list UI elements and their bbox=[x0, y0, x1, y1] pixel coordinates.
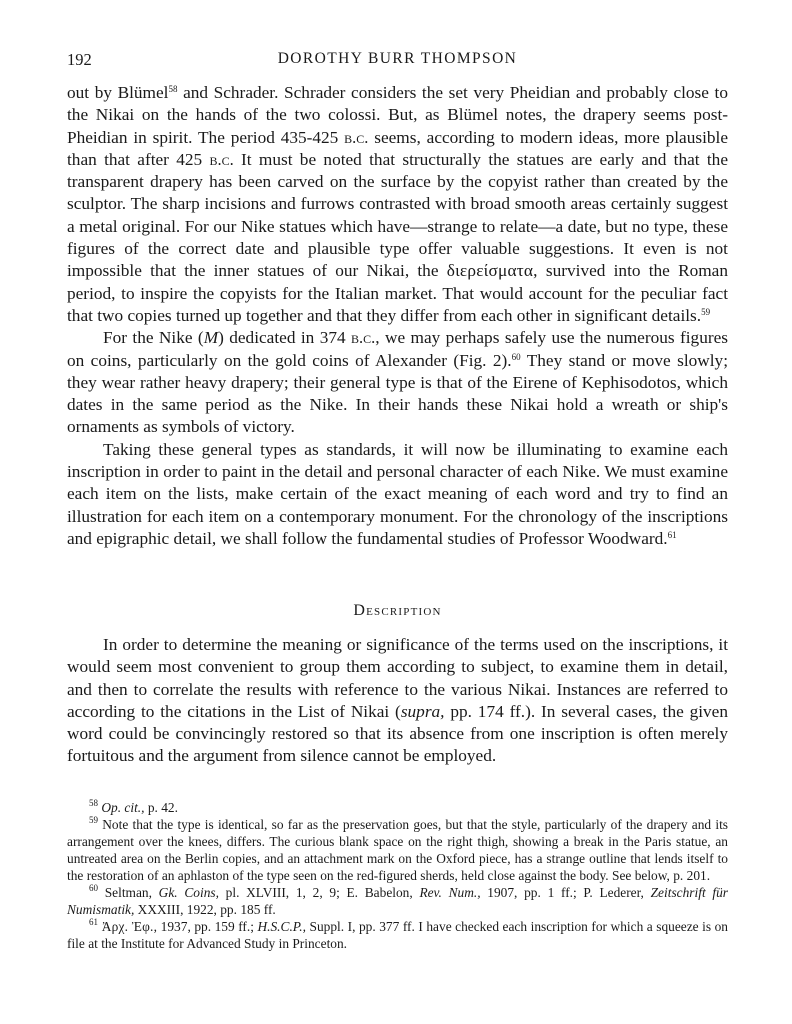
paragraph-1 bbox=[67, 82, 728, 327]
text-span: 1907, pp. 1 ff.; P. Lederer, bbox=[480, 885, 651, 900]
citation-title: Ἀρχ. Ἐφ., bbox=[98, 919, 158, 934]
text-span: , we may perhaps safely use the numerous figures on coins, particularly on the gold coins of Alexander (Fig. 2). bbox=[67, 328, 728, 370]
text-span: pp. 174 ff.). In several cases, the given word could be convincingly restored so that its absence from one inscription is often merely fortuitous and the argument from silence cannot be employed. bbox=[67, 701, 728, 766]
supra-ref: supra, bbox=[400, 701, 445, 721]
text-span: In order to determine the meaning or significance of the terms used on the inscriptions, it would seem most convenient to group them according to subject, to examine them in detail, and then to correlate the results with reference to the various Nikai. Instances are referred to according to the citations in the List of Nikai ( bbox=[67, 635, 728, 721]
era-abbrev: b.c. bbox=[344, 127, 369, 147]
text-span: pl. XLVIII, 1, 2, 9; E. Babelon, bbox=[218, 885, 420, 900]
citation-title: Zeitschrift für Numismatik, bbox=[67, 885, 729, 917]
text-span: 1937, pp. 159 ff.; bbox=[157, 919, 258, 934]
section-title: Description bbox=[353, 602, 442, 619]
citation-title: Rev. Num., bbox=[419, 885, 481, 900]
text-span: Note that the type is identical, so far as the preservation goes, but that the style, particularly of the drapery and its arrangement over the knees, differs. The curious blank space on the right thigh, showing a break in the Paris statue, an untreated area on the Berlin copies, and an attachment mark on the Oxford piece, has a strange outline that lends itself to the restoration of an aphlaston of the type seen on the red-figured sherds, held close against the body. See below, p. 201. bbox=[67, 817, 728, 883]
text-span: It must be noted that structurally the statues are early and that the transparent drapery has been carved on the surface by the copyist rather than created by the sculptor. The sharp incisions and furrows contrasted with broad smooth areas certainly suggest a metal original. For our Nike statues which have—strange to relate—a date, but no type, these figures of the correct date and plausible type offer valuable suggestions. It even is not impossible that the inner statues of our Nikai, the bbox=[67, 149, 728, 281]
footnote-ref-60[interactable]: 60 bbox=[511, 351, 521, 362]
paragraph-4 bbox=[67, 634, 728, 768]
description-text bbox=[67, 634, 728, 768]
footnote-ref-61[interactable]: 61 bbox=[667, 529, 677, 540]
paragraph-2 bbox=[67, 327, 728, 438]
footnote-ref-59[interactable]: 59 bbox=[701, 306, 711, 317]
text-span: Suppl. I, pp. 377 ff. I have checked each inscription for which a squeeze is on file at the Institute for Advanced Study in Princeton. bbox=[67, 919, 729, 951]
footnote-number: 58 bbox=[89, 798, 98, 808]
text-span: out by Blümel bbox=[67, 83, 169, 102]
greek-term: διερείσματα, bbox=[446, 261, 538, 281]
text-span: survived into the Roman period, to inspire the copyists for the Italian market. That would account for the peculiar fact that two copies turned up together and that they differ from each other in significant details. bbox=[67, 261, 728, 325]
text-span: They stand or move slowly; they wear rather heavy drapery; their general type is that of the Eirene of Kephisodotos, which dates in the same period as the Nike. In their hands these Nikai hold a wreath or ship's ornaments as symbols of victory. bbox=[67, 350, 728, 437]
main-text bbox=[67, 82, 728, 550]
footnote-61 bbox=[67, 918, 728, 952]
text-span: XXXIII, 1922, pp. 185 ff. bbox=[134, 902, 276, 917]
citation-title: Gk. Coins, bbox=[158, 885, 219, 900]
footnote-60 bbox=[67, 884, 728, 918]
text-span: ) dedicated in 374 bbox=[218, 328, 352, 348]
era-abbrev: b.c. bbox=[351, 328, 376, 348]
footnote-59 bbox=[67, 816, 728, 884]
running-head: DOROTHY BURR THOMPSON bbox=[277, 50, 518, 67]
footnote-number: 60 bbox=[89, 883, 98, 893]
page-number: 192 bbox=[67, 50, 92, 69]
footnote-number: 61 bbox=[89, 917, 98, 927]
page-header bbox=[67, 50, 728, 72]
text-span: and Schrader. Schrader considers the set very Pheidian and probably close to the Nikai on the hands of the two colossi. But, as Blümel notes, the drapery seems post-Pheidian in spirit. The period 435-425 bbox=[67, 83, 729, 147]
text-span: Seltman, bbox=[98, 885, 159, 900]
paragraph-3 bbox=[67, 439, 728, 550]
footnotes bbox=[67, 799, 728, 952]
era-abbrev: b.c. bbox=[209, 149, 234, 169]
citation-title: Op. cit., bbox=[101, 800, 145, 815]
citation-title: H.S.C.P., bbox=[257, 919, 306, 934]
text-span: seems, according to modern ideas, more plausible than that after 425 bbox=[67, 127, 728, 169]
text-span: Taking these general types as standards, it will now be illuminating to examine each inscription in order to paint in the detail and personal character of each Nike. We must examine each item on the lists, make certain of the exact meaning of each word and try to find an illustration for each item on a contemporary monument. For the chronology of the inscriptions and epigraphic detail, we shall follow the fundamental studies of Professor Woodward. bbox=[67, 439, 728, 548]
nike-label: M bbox=[203, 328, 219, 348]
footnote-ref-58[interactable]: 58 bbox=[168, 84, 178, 94]
text-span: p. 42. bbox=[144, 800, 178, 815]
footnote-58 bbox=[67, 799, 728, 816]
footnote-number: 59 bbox=[89, 815, 98, 825]
text-span: For the Nike ( bbox=[103, 328, 204, 348]
